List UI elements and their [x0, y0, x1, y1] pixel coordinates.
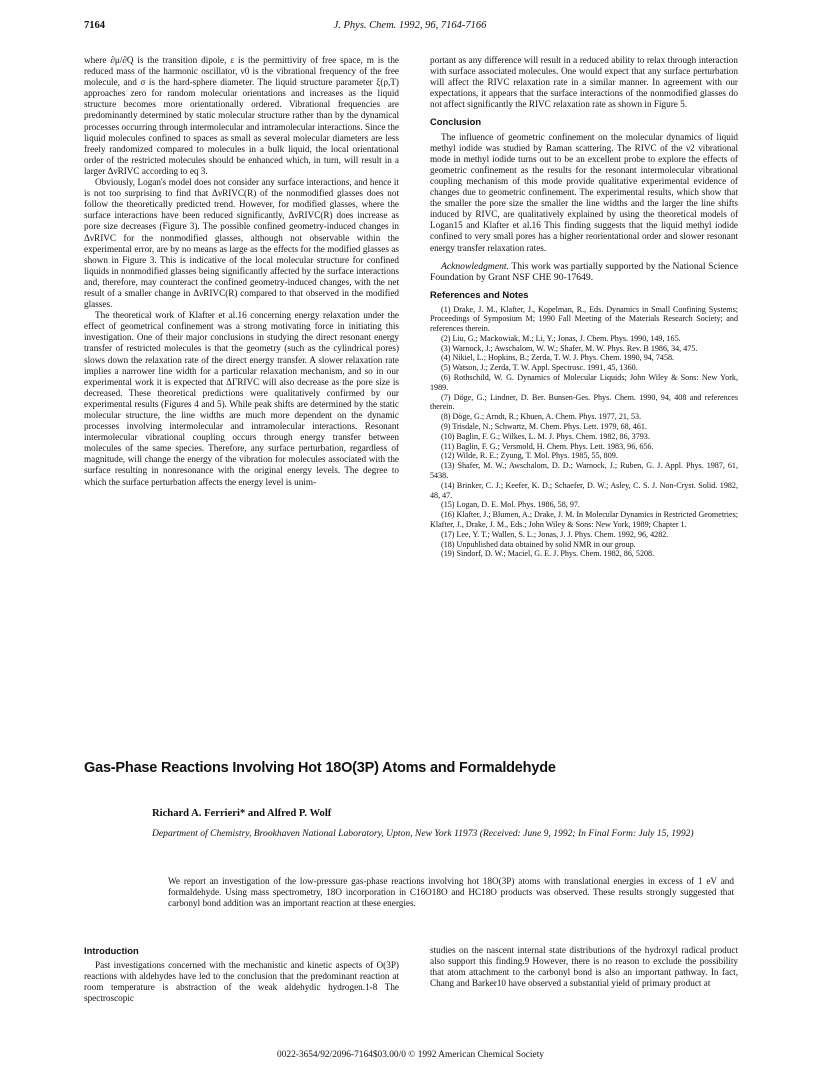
author-list: Richard A. Ferrieri* and Alfred P. Wolf [152, 808, 332, 819]
acknowledgment [430, 261, 738, 284]
intro-left-column [84, 945, 399, 1004]
abstract: We report an investigation of the low-pressure gas-phase reactions involving hot 18O(3P) atoms with translational energies in excess of 1 eV and formaldehyde. Using mass spectrometry, 18O incorporation in C16O18O and HC18O products was observed. These results strongly suggested that carbonyl bond addition was an important reaction at these energies. [168, 876, 734, 908]
journal-reference: J. Phys. Chem. 1992, 96, 7164-7166 [333, 20, 487, 31]
acknowledgment-label: Acknowledgment. [441, 260, 509, 272]
intro-right-column [430, 945, 738, 989]
reference-item: (16) Klafter, J.; Blumen, A.; Drake, J. M. In Molecular Dynamics in Restricted Geometries; Klafter, J., Drake, J. M., Eds.; John Wiley & Sons: New York, 1989; Chapter 1. [430, 510, 738, 530]
introduction-heading: Introduction [84, 945, 139, 956]
reference-item: (6) Rothschild, W. G. Dynamics of Molecular Liquids; John Wiley & Sons: New York, 1989. [430, 373, 738, 392]
body-paragraph: portant as any difference will result in a reduced ability to relax through interaction with surface associated molecules. One would expect that any surface perturbation will affect the RIVC relaxation rate in a similar manner. In agreement with our expectations, it appears that the surface interactions of the nonmodified glasses do not affect significantly the RIVC relaxation rate as shown in Figure 5. [430, 55, 738, 110]
reference-item: (4) Nikiel, L.; Hopkins, B.; Zerda, T. W. J. Phys. Chem. 1990, 94, 7458. [441, 353, 675, 363]
conclusion-paragraph: The influence of geometric confinement on the molecular dynamics of liquid methyl iodide was studied by Raman scattering. The RIVC of the ν2 vibrational mode in methyl iodide turns out to be an excellent probe to explore the effects of geometric confinement as the results for the resonant intermolecular vibrational coupling mechanism of this mode provide qualitative experimental evidence of changes due to geometric confinement. The experimental results, which show that the smaller the pore size the smaller the line widths and the larger the line shifts induced by RIVC, are qualitatively explained by using the theoretical models of Logan15 and Klafter et al.16 This finding suggests that the liquid methyl iodide confined to very small pores has a higher reorientational order and slower resonant energy transfer relaxation rates. [430, 131, 738, 253]
reference-item: (14) Brinker, C. J.; Keefer, K. D.; Schaefer, D. W.; Asley, C. S. J. Non-Cryst. Solid. 1982, 48, 47. [430, 480, 738, 500]
left-column [84, 55, 399, 488]
right-column [430, 55, 738, 559]
reference-item: (2) Liu, G.; Mackowiak, M.; Li, Y.; Jonas, J. Chem. Phys. 1990, 149, 165. [441, 333, 681, 343]
acknowledgment-text: This work was partially supported by the National Science Foundation by Grant NSF CHE 90-17649. [430, 260, 738, 283]
running-head [84, 20, 736, 36]
body-paragraph: where ∂μ/∂Q is the transition dipole, ε is the permittivity of free space, m is the reduced mass of the harmonic oscillator, ν0 is the vibrational frequency of the free molecule, and σ is the hard-sphere diameter. The liquid structure parameter ξ(ρ,T) approaches zero for random molecular orientations and increases as the liquid structure becomes more orientationally ordered. Vibrational frequencies are predominantly determined by static molecular structure rather than by the dynamical processes occurring through intermolecular and intramolecular interactions. Since the liquid molecules confined to spaces as small as several molecular diameters are less freely randomized compared to molecules in a bulk liquid, the local orientational order of the restricted molecules should be enhanced which, in turn, will result in a larger ΔνRIVC according to eq 3. [84, 55, 399, 176]
reference-item: (3) Warnock, J.; Awschalom, W. W.; Shafer, M. W. Phys. Rev. B 1986, 34, 475. [441, 343, 698, 353]
reference-item: (18) Unpublished data obtained by solid NMR in our group. [441, 539, 636, 549]
reference-item: (8) Döge, G.; Arndt, R.; Khuen, A. Chem. Phys. 1977, 21, 53. [441, 412, 642, 422]
reference-item: (9) Trisdale, N.; Schwartz, M. Chem. Phys. Lett. 1979, 68, 461. [441, 422, 647, 432]
conclusion-heading: Conclusion [430, 116, 482, 128]
reference-item: (13) Shafer, M. W.; Awschalom, D. D.; Warnock, J.; Ruben, G. J. Appl. Phys. 1987, 61, 5438. [430, 461, 738, 481]
reference-item: (12) Wilde, R. E.; Zyung, T. Mol. Phys. 1985, 55, 809. [441, 451, 618, 461]
article-title: Gas-Phase Reactions Involving Hot 18O(3P) Atoms and Formaldehyde [84, 760, 556, 776]
page-number: 7164 [84, 20, 105, 31]
body-paragraph: Obviously, Logan's model does not consider any surface interactions, and hence it is not too surprising to find that ΔνRIVC(R) of the nonmodified glasses does not follow the theoretically predicted trend. However, for modified glasses, where the surface interactions have been reduced significantly, ΔνRIVC(R) does increase as pore size decreases (Figure 3). The possible confined geometry-induced changes in ΔνRIVC for the nonmodified glasses, although not observable within the experimental error, are by no means as large as the effects for the modified glasses as shown in Figure 3. This is indicative of the local molecular structure for confined liquids in nonmodified glasses being significantly affected by the surface interactions and, therefore, may counteract the confined geometry-induced changes, with the net result of a smaller change in ΔνRIVC(R) compared to that observed in the modified glasses. [84, 177, 399, 310]
reference-item: (5) Watson, J.; Zerda, T. W. Appl. Spectrosc. 1991, 45, 1360. [441, 363, 638, 373]
reference-item: (15) Logan, D. E. Mol. Phys. 1986, 58, 97. [441, 500, 580, 510]
reference-item: (11) Baglin, F. G.; Versmold, H. Chem. Phys. Lett. 1983, 96, 656. [441, 441, 654, 451]
reference-item: (17) Lee, Y. T.; Wallen, S. L.; Jonas, J. J. Phys. Chem. 1992, 96, 4282. [441, 529, 669, 539]
reference-item: (19) Sindorf, D. W.; Maciel, G. E. J. Phys. Chem. 1982, 86, 5208. [441, 549, 655, 559]
introduction-continuation: studies on the nascent internal state distributions of the hydroxyl radical product also support this finding.9 However, there is no reason to exclude the possibility that atom attachment to the carbonyl bond is also an important pathway. In fact, Chang and Barker10 have observed a substantial yield of primary product at [430, 945, 738, 989]
reference-item: (10) Baglin, F. G.; Wilkes, L. M. J. Phys. Chem. 1982, 86, 3793. [441, 431, 650, 441]
reference-list [430, 305, 738, 560]
reference-item: (1) Drake, J. M., Klafter, J., Kopelman, R., Eds. Dynamics in Small Confining Systems; Proceedings of Symposium M; 1990 Fall Meeting of the Materials Research Society; and references therein. [430, 304, 738, 334]
references-heading: References and Notes [430, 289, 529, 301]
introduction-paragraph: Past investigations concerned with the mechanistic and kinetic aspects of O(3P) reactions with aldehydes have led to the conclusion that the predominant reaction at room temperature is abstraction of the weak aldehydic hydrogen.1-8 The spectroscopic [84, 960, 399, 1004]
copyright-footer: 0022-3654/92/2096-7164$03.00/0 © 1992 American Chemical Society [277, 1050, 544, 1060]
affiliation: Department of Chemistry, Brookhaven National Laboratory, Upton, New York 11973 (Received: June 9, 1992; In Final Form: July 15, 1992) [152, 828, 694, 839]
body-paragraph: The theoretical work of Klafter et al.16 concerning energy relaxation under the effect of geometrical confinement was a strong motivating force in initiating this investigation. One of their major conclusions in studying the direct resonant energy transfer of restricted molecules is that the geometry (such as the cylindrical pores) slows down the relaxation rate of the direct energy transfer. A slower relaxation rate implies a narrower line width for a particular relaxation mechanism, and so in our experimental work it is expected that ΔΓRIVC will also decrease as the pore size is decreased. These theoretical predictions were qualitatively confirmed by our experimental results (Figures 4 and 5). While peak shifts are determined by the static molecular structure, the line widths are much more dependent on the dynamic processes involving intermolecular and intramolecular interactions. Resonant intermolecular vibrational coupling occurs through energy transfer between molecules of the same species. Therefore, any surface perturbation, regardless of magnitude, will change the energy of the vibration for molecules associated with the surface resulting in nonresonance with the original energy levels. The degree to which the surface perturbation affects the energy level is unim- [84, 310, 399, 487]
reference-item: (7) Döge, G.; Lindner, D. Ber. Bunsen-Ges. Phys. Chem. 1990, 94, 408 and references therein. [430, 392, 738, 412]
